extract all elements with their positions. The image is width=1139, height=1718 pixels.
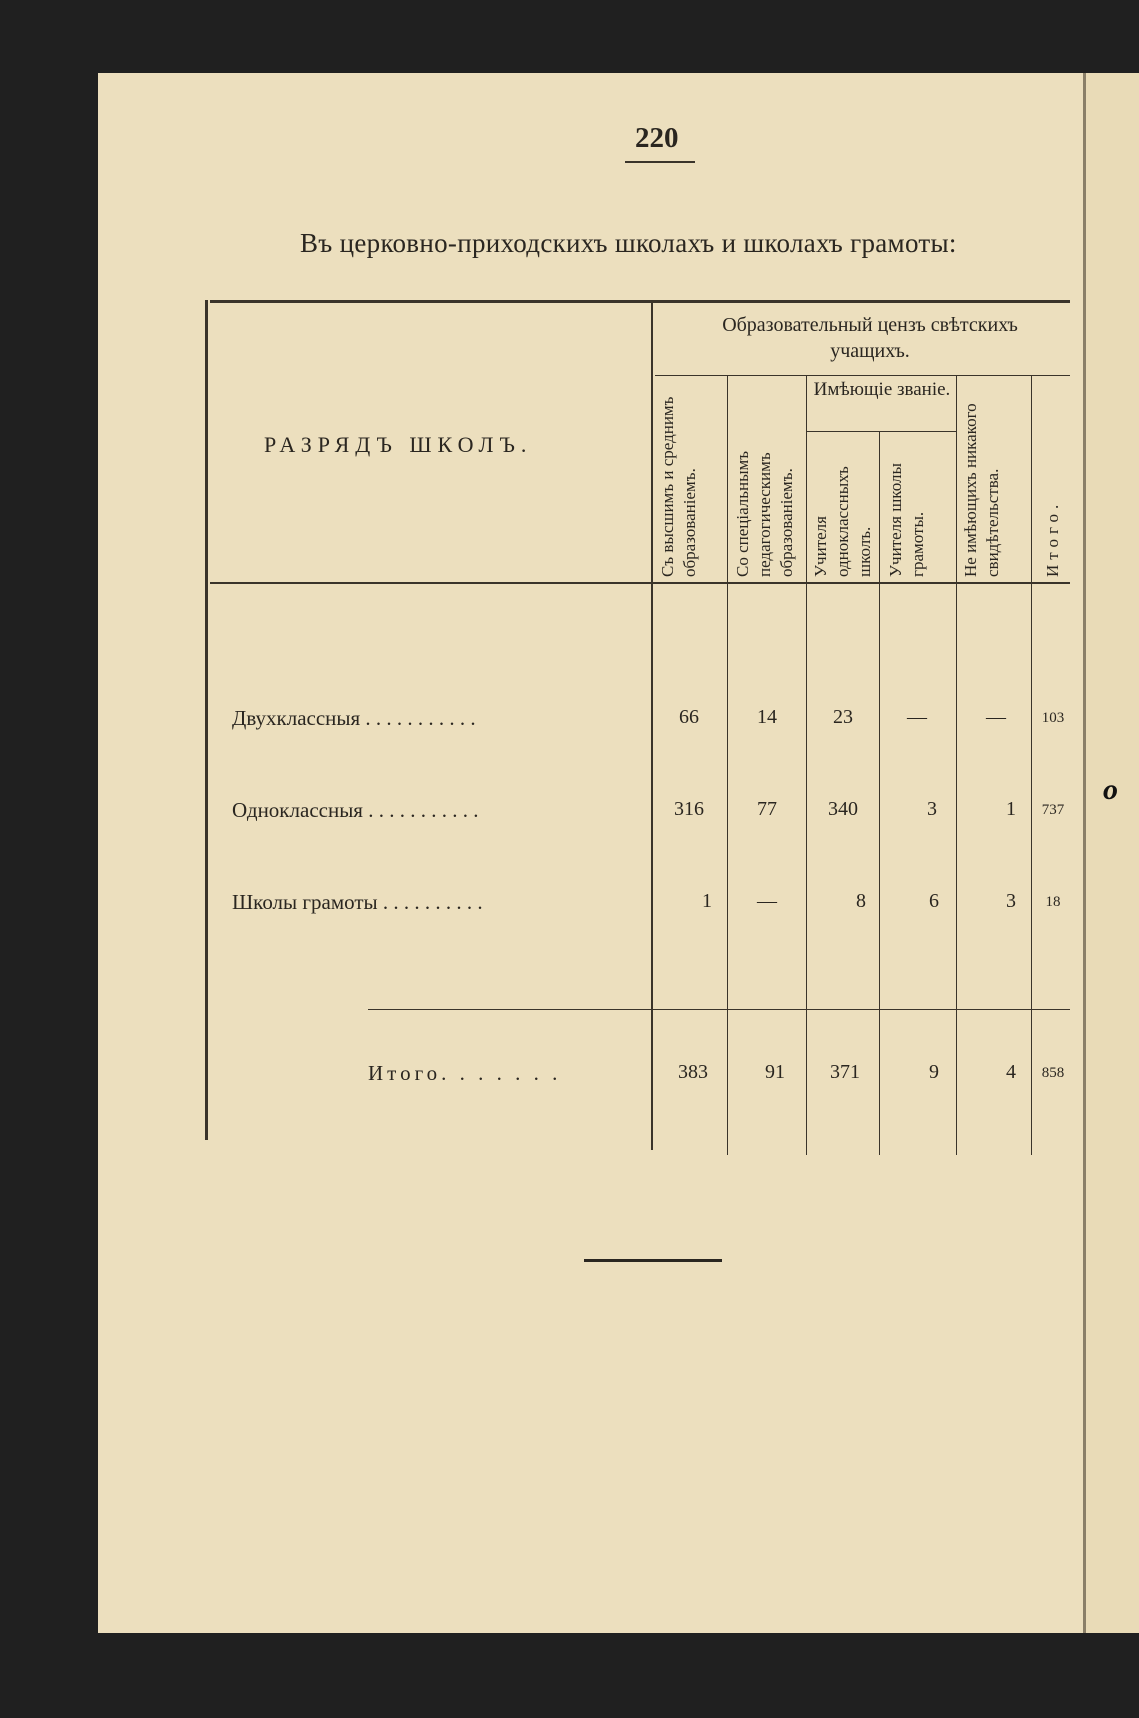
total-label: Итого. . . . . . .: [368, 1061, 562, 1085]
page-number-underline: [625, 161, 695, 163]
column-header-5: Не имѣющихъ никакого свидѣтельства.: [961, 403, 1002, 577]
cell: 340: [828, 798, 858, 820]
total-cell: 4: [1006, 1061, 1016, 1083]
column-divider-1: [727, 375, 728, 1155]
total-rule: [368, 1009, 1070, 1010]
total-cell: 9: [929, 1061, 939, 1083]
cell: 14: [757, 706, 777, 728]
total-cell: 858: [1041, 1065, 1065, 1081]
table-left-border: [205, 300, 208, 1140]
cell: 8: [856, 890, 866, 912]
header-bottom-rule: [210, 582, 1070, 584]
table-heading: Въ церковно-приходскихъ школахъ и школахъ грамоты:: [300, 228, 957, 258]
table-top-rule: [210, 300, 1070, 303]
column-divider-3: [879, 431, 880, 1155]
row-header: РАЗРЯДЪ ШКОЛЪ.: [264, 432, 533, 457]
cell: 66: [679, 706, 699, 728]
adjacent-page-glyph: о: [1103, 773, 1118, 806]
cell: 1: [702, 890, 712, 912]
group-header: Образовательный цензъ свѣтскихъ учащихъ.: [722, 314, 1018, 362]
cell: 77: [757, 798, 777, 820]
column-header-2: Со спеціальнымъ педагогическимъ образованіемъ.: [733, 450, 796, 577]
page-number: 220: [635, 122, 679, 154]
closing-rule: [584, 1259, 722, 1262]
cell: —: [907, 706, 927, 728]
cell: 103: [1041, 710, 1065, 726]
subgroup-header-rule: [806, 431, 956, 432]
column-divider-4: [956, 375, 957, 1155]
cell: 23: [833, 706, 853, 728]
cell: 737: [1041, 802, 1065, 818]
cell: 3: [927, 798, 937, 820]
cell: 1: [1006, 798, 1016, 820]
row-label-one-class: Одноклассныя . . . . . . . . . . .: [232, 798, 479, 822]
total-cell: 383: [678, 1061, 708, 1083]
group-header-rule: [655, 375, 1070, 376]
cell: 18: [1045, 894, 1061, 910]
column-header-1: Съ высшимъ и среднимъ образованіемъ.: [658, 396, 699, 577]
row-label-literacy-schools: Школы грамоты . . . . . . . . . .: [232, 890, 483, 914]
row-label-two-class: Двухклассныя . . . . . . . . . . .: [232, 706, 476, 730]
column-header-3: Учителя одноклассныхъ школъ.: [811, 466, 874, 577]
cell: —: [986, 706, 1006, 728]
column-divider-label: [651, 300, 653, 1150]
adjacent-page-edge: [1083, 73, 1139, 1633]
book-page: [98, 73, 1083, 1633]
column-header-6: Итого.: [1043, 499, 1062, 577]
cell: 3: [1006, 890, 1016, 912]
column-divider-2: [806, 375, 807, 1155]
total-cell: 91: [765, 1061, 785, 1083]
column-header-4: Учителя школы грамоты.: [886, 463, 927, 577]
total-cell: 371: [830, 1061, 860, 1083]
cell: —: [757, 890, 777, 912]
cell: 316: [674, 798, 704, 820]
subgroup-header: Имѣющіе званіе.: [813, 379, 951, 400]
cell: 6: [929, 890, 939, 912]
column-divider-5: [1031, 375, 1032, 1155]
